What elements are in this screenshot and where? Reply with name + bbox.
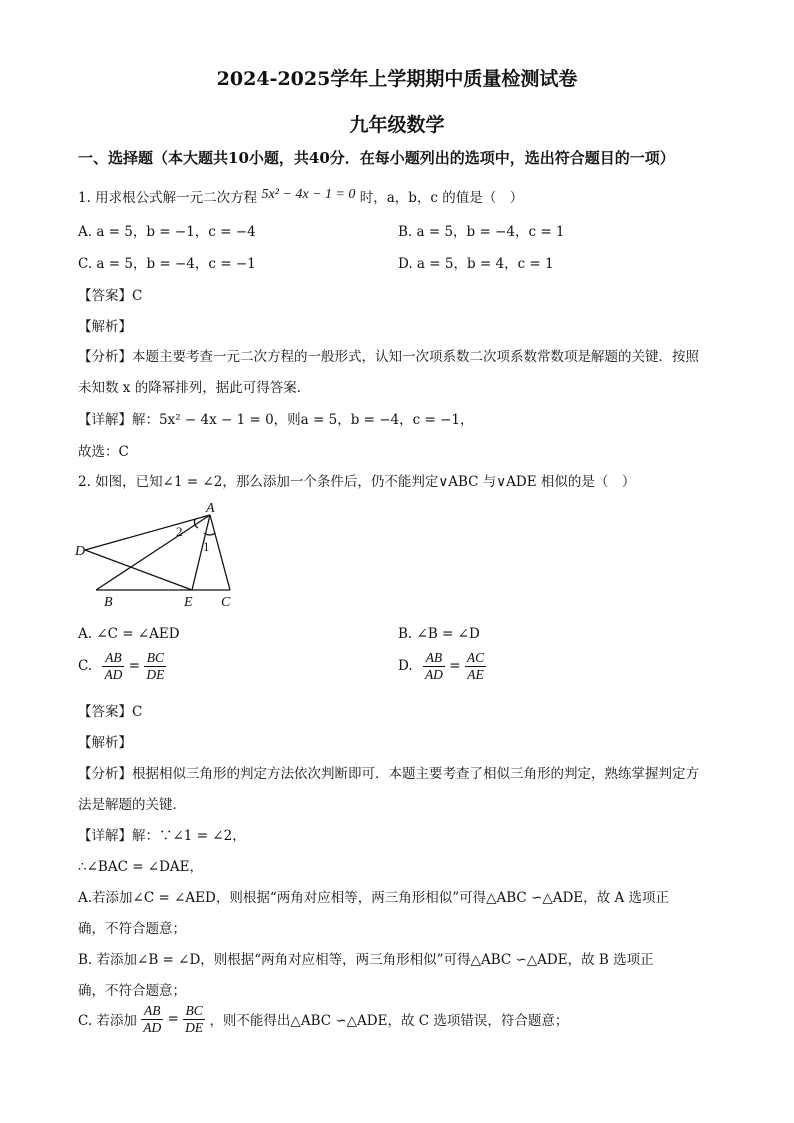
fraction [465, 650, 486, 682]
label-d: D [75, 544, 86, 559]
q1-option-a: A. a = 5，b = −1，c = −4 [78, 224, 256, 240]
fraction-numerator: AB [423, 650, 445, 667]
line-de [85, 550, 192, 590]
q2-analysis-c [78, 1003, 568, 1035]
fraction-numerator: AC [466, 650, 485, 665]
q2-figure [70, 495, 250, 615]
q2-option-c [78, 650, 166, 682]
q2-option-a: A. ∠C = ∠AED [78, 626, 180, 642]
equals-sign: = [449, 658, 461, 675]
q1-stem [78, 186, 523, 207]
q2-analysis-b-line1: B. 若添加∠B = ∠D，则根据“两角对应相等，两三角形相似”可得△ABC ∽△ADE，故 B 选项正 [78, 952, 654, 968]
q2-fenxi-line1: 【分析】根据相似三角形的判定方法依次判断即可．本题主要考查了相似三角形的判定，熟练掌握判定方 [78, 766, 699, 782]
line-ab [96, 515, 210, 590]
label-e: E [184, 595, 193, 610]
fraction-numerator: BC [183, 1003, 205, 1020]
q2-analysis-a-line2: 确，不符合题意； [78, 921, 186, 937]
q1-stem-pre: 1. 用求根公式解一元二次方程 [78, 190, 258, 206]
q2-option-c-label: C. [78, 658, 93, 675]
fraction-denominator: DE [185, 1019, 204, 1035]
page-subtitle: 九年级数学 [349, 114, 445, 136]
q1-equation: 5x² − 4x − 1 = 0 [261, 187, 356, 202]
fraction [423, 650, 445, 682]
equals-sign: = [167, 1011, 179, 1028]
q2-analysis-b-line2: 确，不符合题意； [78, 983, 186, 999]
q2-xiangjie: 【详解】解：∵∠1 = ∠2， [78, 828, 246, 844]
q2-fenxi-line2: 法是解题的关键． [78, 797, 186, 813]
label-angle-1: 1 [203, 539, 210, 554]
fraction-denominator: DE [146, 666, 165, 682]
q1-fenxi-line2: 未知数 x 的降幂排列，据此可得答案． [78, 380, 311, 396]
q1-guxuan: 故选：C [78, 444, 129, 460]
fraction [144, 650, 166, 682]
label-c: C [221, 595, 231, 610]
fraction-denominator: AD [143, 1019, 162, 1035]
q1-option-c: C. a = 5，b = −4，c = −1 [78, 256, 256, 272]
q2-analysis-a-line1: A.若添加∠C = ∠AED，则根据“两角对应相等，两三角形相似”可得△ABC ∽△ADE，故 A 选项正 [78, 890, 669, 906]
label-a: A [206, 501, 215, 516]
page-title: 2024-2025学年上学期期中质量检测试卷 [216, 68, 578, 90]
fraction [102, 650, 124, 682]
fraction [183, 1003, 205, 1035]
equals-sign: = [128, 658, 141, 675]
q2-stem: 2. 如图，已知∠1 = ∠2，那么添加一个条件后，仍不能判定∨ABC 与∨ADE 相似的是（ ） [78, 474, 636, 490]
q2-option-b: B. ∠B = ∠D [398, 626, 480, 642]
q2-answer: 【答案】C [78, 704, 143, 720]
q1-option-d: D. a = 5，b = 4，c = 1 [398, 256, 554, 272]
q2-option-d [398, 650, 486, 682]
q2-step2: ∴∠BAC = ∠DAE， [78, 859, 204, 875]
q2-analysis-c-pre: C. 若添加 [78, 1013, 137, 1030]
q1-option-b: B. a = 5，b = −4，c = 1 [398, 224, 565, 240]
q2-option-d-label: D. [398, 658, 413, 675]
label-b: B [104, 595, 113, 610]
fraction [141, 1003, 163, 1035]
q1-xiangjie: 【详解】解：5x² − 4x − 1 = 0，则a = 5，b = −4，c = −1， [78, 412, 474, 428]
line-ac [210, 515, 230, 590]
label-angle-2: 2 [176, 524, 183, 539]
fraction-numerator: AB [141, 1003, 163, 1020]
section-heading: 一、选择题（本大题共10小题，共40分．在每小题列出的选项中，选出符合题目的一项） [78, 149, 675, 167]
line-ad [85, 515, 210, 550]
q1-answer: 【答案】C [78, 288, 143, 304]
q1-stem-post: 时，a，b，c 的值是（ ） [359, 190, 524, 206]
fraction-denominator: AD [104, 666, 123, 682]
q2-analysis-c-post: ，则不能得出△ABC ∽△ADE，故 C 选项错误，符合题意； [209, 1013, 569, 1030]
fraction-denominator: AD [424, 666, 443, 682]
fraction-numerator: AB [102, 650, 124, 667]
fraction-denominator: AE [467, 666, 484, 682]
q1-jiexi: 【解析】 [78, 319, 132, 335]
q1-fenxi-line1: 【分析】本题主要考查一元二次方程的一般形式，认知一次项系数二次项系数常数项是解题的关键．按照 [78, 349, 699, 365]
q2-jiexi: 【解析】 [78, 735, 132, 751]
fraction-numerator: BC [144, 650, 166, 667]
